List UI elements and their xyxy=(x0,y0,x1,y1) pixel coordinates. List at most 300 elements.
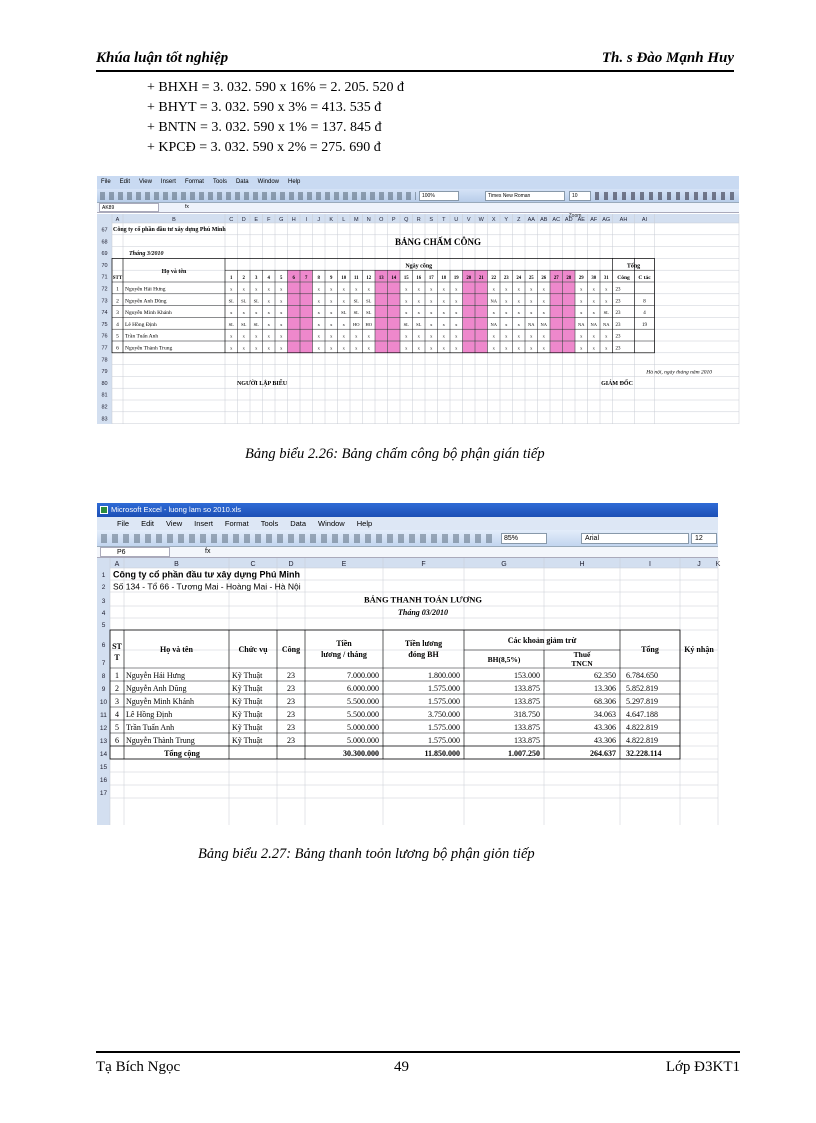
menu-item-view[interactable]: View xyxy=(139,179,152,185)
col-header-insured-1: Tiền lương xyxy=(404,639,443,648)
employee-insured: 1.575.000 xyxy=(428,697,460,706)
day-number: 19 xyxy=(453,276,459,282)
column-letter: H xyxy=(579,561,585,568)
column-letter: I xyxy=(649,561,651,568)
employee-tax: 34.063 xyxy=(594,710,616,719)
employee-salary: 5.500.000 xyxy=(347,697,379,706)
attendance-mark: x xyxy=(367,286,370,292)
col-header-stt: ST xyxy=(112,642,122,651)
attendance-mark: x xyxy=(430,333,433,339)
attendance-mark: x xyxy=(355,286,358,292)
day-number: 13 xyxy=(378,276,384,282)
day-number: 28 xyxy=(566,276,572,282)
day-number: 17 xyxy=(428,276,434,282)
attendance-mark: x xyxy=(505,321,508,327)
attendance-mark: SL xyxy=(366,298,372,304)
menu-item-window[interactable]: Window xyxy=(318,519,345,528)
totals-insured: 11.850.000 xyxy=(424,749,460,758)
attendance-mark: x xyxy=(405,333,408,339)
column-letter: S xyxy=(429,217,434,223)
row-number: 76 xyxy=(101,333,108,340)
total-cong: 23 xyxy=(615,322,621,328)
menu-item-edit[interactable]: Edit xyxy=(119,179,131,185)
attendance-mark: x xyxy=(580,345,583,351)
attendance-mark: x xyxy=(255,345,258,351)
attendance-mark: x xyxy=(580,286,583,292)
attendance-mark: x xyxy=(542,345,545,351)
employee-total: 5.297.819 xyxy=(626,697,658,706)
employee-tax: 43.306 xyxy=(594,723,616,732)
menu-item-insert[interactable]: Insert xyxy=(160,179,176,185)
attendance-mark: x xyxy=(367,345,370,351)
name-box[interactable]: P6 xyxy=(100,547,170,557)
employee-name: Trần Tuấn Anh xyxy=(125,333,159,340)
attendance-mark: x xyxy=(430,286,433,292)
col-header-salary-2: lương / tháng xyxy=(321,650,367,659)
font-name-box[interactable]: Arial xyxy=(581,533,689,544)
attendance-mark: x xyxy=(517,345,520,351)
column-letter: A xyxy=(115,217,120,223)
attendance-mark: x xyxy=(242,310,245,316)
col-header-bh: BH(8,5%) xyxy=(487,655,521,664)
menu-item-format[interactable]: Format xyxy=(224,519,249,528)
attendance-mark: x xyxy=(330,298,333,304)
attendance-mark: NA xyxy=(590,321,597,327)
column-letter: E xyxy=(254,217,259,223)
day-number: 6 xyxy=(292,276,295,282)
menu-item-insert[interactable]: Insert xyxy=(194,519,213,528)
employee-salary: 5.000.000 xyxy=(347,736,379,745)
employee-name: Lê Hồng Định xyxy=(126,710,173,719)
column-letter: C xyxy=(229,217,234,223)
employee-days: 23 xyxy=(287,697,295,706)
attendance-mark: x xyxy=(405,298,408,304)
row-number: 1 xyxy=(101,572,106,579)
attendance-mark: x xyxy=(280,310,283,316)
day-number: 1 xyxy=(230,276,233,282)
column-letter: J xyxy=(697,561,701,568)
employee-name: Nguyễn Hải Hưng xyxy=(126,671,185,680)
attendance-mark: x xyxy=(342,333,345,339)
attendance-mark: SL xyxy=(366,310,372,316)
column-letter: V xyxy=(466,217,471,223)
timesheet-month: Tháng 3/2010 xyxy=(129,251,164,258)
company-address: Số 134 - Tổ 66 - Tương Mai - Hoàng Mai - Hà Nội xyxy=(113,581,301,592)
attendance-mark: x xyxy=(442,286,445,292)
employee-stt: 4 xyxy=(116,321,119,328)
attendance-mark: x xyxy=(530,333,533,339)
attendance-mark: x xyxy=(592,298,595,304)
attendance-mark: NA xyxy=(490,298,497,304)
column-letter: AB xyxy=(540,217,548,223)
row-number: 78 xyxy=(101,357,108,364)
employee-name: Nguyễn Anh Dũng xyxy=(125,298,167,305)
timesheet-toolbar xyxy=(97,189,739,203)
col-header-days: Công xyxy=(281,645,301,654)
attendance-mark: x xyxy=(542,310,545,316)
totals-total: 32.228.114 xyxy=(626,749,662,758)
row-number: 70 xyxy=(101,262,108,269)
day-number: 5 xyxy=(280,276,283,282)
col-header-days: Ngày công xyxy=(405,263,433,270)
zoom-tooltip: Zoom xyxy=(568,213,582,219)
attendance-mark: x xyxy=(280,333,283,339)
employee-total: 6.784.650 xyxy=(626,671,658,680)
attendance-mark: x xyxy=(317,345,320,351)
row-number: 9 xyxy=(101,686,106,693)
employee-name: Nguyễn Thành Trung xyxy=(125,345,173,352)
col-header-stt: STT xyxy=(112,276,123,282)
payroll-toolbar xyxy=(97,530,718,547)
formula-bar xyxy=(97,203,739,213)
formula-line-bhxh: + BHXH = 3. 032. 590 x 16% = 2. 205. 520 đ xyxy=(147,80,405,95)
payroll-menu-bar xyxy=(97,517,718,530)
attendance-mark: x xyxy=(455,333,458,339)
attendance-mark: x xyxy=(355,333,358,339)
row-number: 72 xyxy=(101,286,108,293)
window-title-bar xyxy=(97,503,718,517)
row-number: 16 xyxy=(99,777,108,784)
employee-total: 4.822.819 xyxy=(626,736,658,745)
column-letter: A xyxy=(114,561,120,568)
attendance-mark: x xyxy=(267,286,270,292)
column-header-band xyxy=(97,558,718,568)
attendance-mark: x xyxy=(505,298,508,304)
total-cong: 23 xyxy=(615,299,621,305)
attendance-mark: x xyxy=(580,298,583,304)
employee-days: 23 xyxy=(287,736,295,745)
attendance-mark: x xyxy=(605,286,608,292)
column-letter: G xyxy=(501,561,507,568)
employee-stt: 1 xyxy=(115,671,119,680)
attendance-mark: x xyxy=(367,333,370,339)
row-number: 7 xyxy=(101,660,106,667)
day-number: 23 xyxy=(503,276,509,282)
employee-stt: 2 xyxy=(115,684,119,693)
attendance-mark: x xyxy=(230,345,233,351)
toolbar-icons xyxy=(100,192,416,200)
employee-insured: 1.800.000 xyxy=(428,671,460,680)
col-header-name: Họ và tên xyxy=(161,269,187,276)
attendance-mark: x xyxy=(342,298,345,304)
day-number: 27 xyxy=(553,276,559,282)
attendance-mark: x xyxy=(417,310,420,316)
attendance-mark: x xyxy=(530,286,533,292)
attendance-mark: x xyxy=(592,345,595,351)
attendance-mark: SL xyxy=(228,321,234,327)
weekend-column xyxy=(563,270,576,353)
row-number: 6 xyxy=(101,642,106,649)
employee-salary: 7.000.000 xyxy=(347,671,379,680)
attendance-mark: x xyxy=(230,286,233,292)
employee-total: 4.647.188 xyxy=(626,710,658,719)
attendance-mark: x xyxy=(455,286,458,292)
attendance-mark: x xyxy=(492,333,495,339)
column-letter: T xyxy=(442,217,446,223)
employee-name: Lê Hồng Định xyxy=(125,321,157,328)
attendance-mark: x xyxy=(442,298,445,304)
weekend-column xyxy=(475,270,488,353)
attendance-mark: x xyxy=(267,345,270,351)
attendance-mark: x xyxy=(592,333,595,339)
attendance-mark: x xyxy=(342,321,345,327)
totals-label: Tổng cộng xyxy=(164,749,200,758)
attendance-mark: x xyxy=(455,321,458,327)
attendance-mark: x xyxy=(417,286,420,292)
zoom-box[interactable]: 85% xyxy=(501,533,547,544)
column-letter: E xyxy=(341,561,347,568)
attendance-mark: HO xyxy=(365,321,372,327)
menu-item-file[interactable]: File xyxy=(101,179,111,185)
employee-position: Kỹ Thuật xyxy=(232,710,263,719)
col-header-total: Tổng xyxy=(626,263,641,270)
menu-item-format[interactable]: Format xyxy=(184,179,204,185)
attendance-mark: x xyxy=(342,286,345,292)
day-number: 25 xyxy=(528,276,534,282)
employee-position: Kỹ Thuật xyxy=(232,723,263,732)
employee-insured: 1.575.000 xyxy=(428,736,460,745)
row-number: 82 xyxy=(101,404,108,411)
attendance-mark: x xyxy=(492,286,495,292)
attendance-mark: x xyxy=(242,286,245,292)
row-number: 67 xyxy=(101,227,108,234)
name-box[interactable]: AK89 xyxy=(99,203,159,212)
payroll-screenshot xyxy=(97,503,721,825)
employee-name: Trần Tuấn Anh xyxy=(126,723,175,732)
row-number: 10 xyxy=(99,699,108,706)
attendance-mark: x xyxy=(455,310,458,316)
attendance-mark: x xyxy=(280,298,283,304)
attendance-mark: x xyxy=(417,298,420,304)
page-header xyxy=(96,48,734,72)
attendance-mark: x xyxy=(317,286,320,292)
attendance-mark: SL xyxy=(403,321,409,327)
employee-stt: 3 xyxy=(116,310,119,317)
column-letter: H xyxy=(291,217,296,223)
menu-item-edit[interactable]: Edit xyxy=(141,519,155,528)
font-name-box[interactable]: Times New Roman xyxy=(485,191,565,201)
day-number: 15 xyxy=(403,276,409,282)
attendance-mark: x xyxy=(255,310,258,316)
column-letter: X xyxy=(491,217,496,223)
row-number: 79 xyxy=(101,369,108,376)
timesheet-grid xyxy=(97,214,739,424)
footer-author: Tạ Bích Ngọc xyxy=(96,1059,181,1075)
column-letter: Q xyxy=(404,217,409,223)
employee-bh: 133.875 xyxy=(514,697,540,706)
employee-days: 23 xyxy=(287,710,295,719)
attendance-mark: x xyxy=(267,333,270,339)
attendance-mark: x xyxy=(430,321,433,327)
col-header-sign: Ký nhận xyxy=(684,645,714,654)
col-header-deductions: Các khoản giảm trừ xyxy=(507,636,577,645)
attendance-mark: x xyxy=(580,310,583,316)
menu-item-data[interactable]: Data xyxy=(290,519,307,528)
attendance-mark: NA xyxy=(578,321,585,327)
total-ctac: 19 xyxy=(642,322,647,328)
employee-stt: 5 xyxy=(116,333,119,340)
row-number: 4 xyxy=(101,610,106,617)
row-number: 68 xyxy=(101,239,108,246)
formula-list xyxy=(147,78,404,158)
attendance-mark: x xyxy=(330,321,333,327)
column-letter: D xyxy=(288,561,294,568)
attendance-mark: x xyxy=(455,345,458,351)
formula-bar xyxy=(97,547,718,558)
column-letter: N xyxy=(366,217,371,223)
employee-salary: 6.000.000 xyxy=(347,684,379,693)
attendance-mark: x xyxy=(242,345,245,351)
col-header-tax-1: Thuế xyxy=(573,650,591,659)
menu-item-tools[interactable]: Tools xyxy=(260,519,279,528)
column-letter: I xyxy=(305,217,308,223)
attendance-mark: x xyxy=(517,286,520,292)
timesheet-menu-bar xyxy=(97,176,739,189)
row-number: 77 xyxy=(101,345,108,352)
column-letter: P xyxy=(391,217,396,223)
row-number: 17 xyxy=(99,790,108,797)
employee-stt: 2 xyxy=(116,298,119,305)
employee-bh: 318.750 xyxy=(514,710,540,719)
total-cong: 23 xyxy=(615,334,621,340)
employee-days: 23 xyxy=(287,723,295,732)
weekend-column xyxy=(300,270,313,353)
attendance-mark: x xyxy=(330,333,333,339)
page-number: 49 xyxy=(394,1059,409,1075)
attendance-mark: x xyxy=(417,333,420,339)
menu-item-data[interactable]: Data xyxy=(235,179,249,185)
day-number: 12 xyxy=(366,276,372,282)
employee-name: Nguyễn Anh Dũng xyxy=(126,684,187,693)
attendance-mark: x xyxy=(355,345,358,351)
employee-position: Kỹ Thuật xyxy=(232,684,263,693)
employee-tax: 62.350 xyxy=(594,671,616,680)
menu-item-help[interactable]: Help xyxy=(356,519,373,528)
day-number: 4 xyxy=(267,276,270,282)
attendance-mark: x xyxy=(517,321,520,327)
caption-payroll: Bảng biểu 2.27: Bảng thanh toỏn lương bộ phận giỏn tiếp xyxy=(198,846,535,862)
column-letter: Y xyxy=(504,217,509,223)
column-letter: L xyxy=(342,217,346,223)
day-number: 2 xyxy=(242,276,245,282)
employee-salary: 5.500.000 xyxy=(347,710,379,719)
menu-item-tools[interactable]: Tools xyxy=(212,179,227,185)
row-number: 71 xyxy=(101,274,108,281)
employee-stt: 3 xyxy=(115,697,119,706)
attendance-mark: x xyxy=(317,333,320,339)
attendance-mark: x xyxy=(492,345,495,351)
total-ctac: 8 xyxy=(643,299,646,305)
attendance-mark: NA xyxy=(540,321,547,327)
employee-name: Nguyễn Hải Hưng xyxy=(125,286,166,293)
employee-name: Nguyễn Minh Khánh xyxy=(126,697,194,706)
header-right-author: Th. s Đào Mạnh Huy xyxy=(601,50,734,66)
menu-item-window[interactable]: Window xyxy=(257,179,279,185)
column-letter: AH xyxy=(619,217,628,223)
column-letter: D xyxy=(241,217,246,223)
row-number: 75 xyxy=(101,321,108,328)
total-cong: 23 xyxy=(615,311,621,317)
attendance-mark: NA xyxy=(528,321,535,327)
row-number: 12 xyxy=(99,725,108,732)
attendance-mark: x xyxy=(580,333,583,339)
day-number: 7 xyxy=(305,276,308,282)
timesheet-screenshot xyxy=(97,176,739,424)
attendance-mark: SL xyxy=(241,298,247,304)
font-size-box[interactable]: 12 xyxy=(691,533,717,544)
font-size-box[interactable]: 10 xyxy=(569,191,591,201)
attendance-mark: x xyxy=(492,310,495,316)
company-name: Công ty cổ phần đầu tư xây dựng Phú Minh xyxy=(113,569,301,580)
attendance-mark: x xyxy=(542,286,545,292)
attendance-mark: x xyxy=(442,345,445,351)
employee-stt: 6 xyxy=(115,736,119,745)
weekend-column xyxy=(288,270,301,353)
column-letter: U xyxy=(454,217,459,223)
employee-stt: 6 xyxy=(116,345,119,352)
attendance-mark: SL xyxy=(416,321,422,327)
employee-bh: 133.875 xyxy=(514,684,540,693)
director-label: GIÁM ĐỐC xyxy=(601,380,633,387)
column-letter: F xyxy=(267,217,271,223)
menu-item-file[interactable]: File xyxy=(117,519,130,528)
employee-name: Nguyễn Minh Khánh xyxy=(125,310,172,317)
excel-app-icon xyxy=(100,506,108,514)
col-header-position: Chức vụ xyxy=(238,645,268,654)
day-number: 26 xyxy=(541,276,547,282)
attendance-mark: x xyxy=(455,298,458,304)
fx-icon: fx xyxy=(205,548,211,555)
day-number: 3 xyxy=(255,276,258,282)
column-letter: K xyxy=(715,561,721,568)
payroll-title: BẢNG THANH TOÁN LƯƠNG xyxy=(364,594,482,605)
menu-item-help[interactable]: Help xyxy=(288,179,301,185)
day-number: 16 xyxy=(416,276,422,282)
header-left-title: Khúa luận tốt nghiệp xyxy=(96,50,229,66)
column-letter: B xyxy=(174,561,179,568)
attendance-mark: SL xyxy=(353,298,359,304)
attendance-mark: x xyxy=(605,298,608,304)
attendance-mark: x xyxy=(267,298,270,304)
zoom-box[interactable]: 100% xyxy=(419,191,459,201)
employee-position: Kỹ Thuật xyxy=(232,671,263,680)
caption-timesheet: Bảng biểu 2.26: Bảng chấm công bộ phận gián tiếp xyxy=(245,446,545,462)
menu-item-view[interactable]: View xyxy=(166,519,183,528)
day-number: 14 xyxy=(391,276,397,282)
attendance-mark: HO xyxy=(353,321,360,327)
employee-insured: 3.750.000 xyxy=(428,710,460,719)
row-number: 13 xyxy=(99,738,108,745)
payroll-grid xyxy=(97,558,721,825)
employee-position: Kỹ Thuật xyxy=(232,736,263,745)
column-letter: G xyxy=(279,217,284,223)
employee-stt: 4 xyxy=(115,710,119,719)
attendance-mark: x xyxy=(267,321,270,327)
window-title: Microsoft Excel - luong lam so 2010.xls xyxy=(111,505,242,514)
row-number: 69 xyxy=(101,251,108,258)
employee-bh: 133.875 xyxy=(514,723,540,732)
attendance-mark: x xyxy=(442,333,445,339)
attendance-mark: x xyxy=(405,310,408,316)
day-number: 20 xyxy=(466,276,472,282)
column-letter: F xyxy=(421,561,426,568)
attendance-mark: x xyxy=(442,310,445,316)
attendance-mark: SL xyxy=(253,298,259,304)
attendance-mark: NA xyxy=(490,321,497,327)
formula-line-kpcd: + KPCĐ = 3. 032. 590 x 2% = 275. 690 đ xyxy=(147,140,381,155)
col-header-salary-1: Tiền xyxy=(336,639,352,648)
column-letter: Z xyxy=(517,217,521,223)
